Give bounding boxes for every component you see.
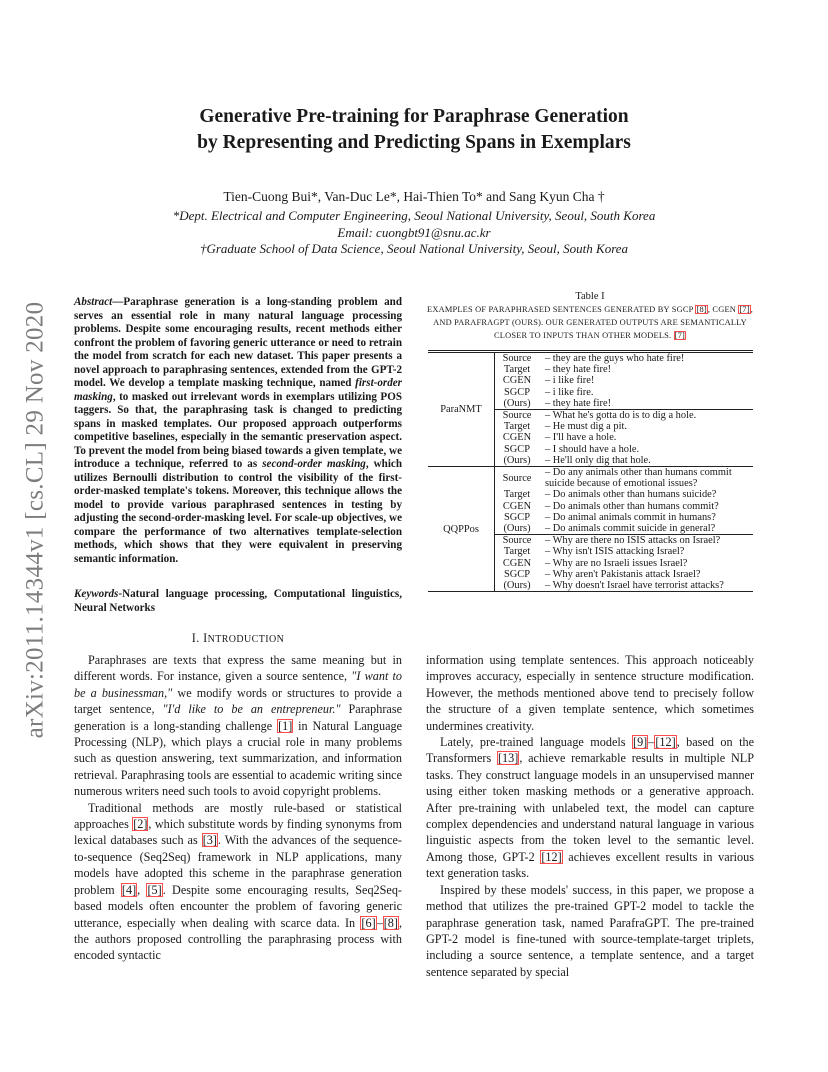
quote-source: "I want to be a businessman," [74, 669, 402, 700]
text-span: – [376, 915, 383, 930]
row-tag: SGCP [504, 568, 530, 580]
abstract-term-2: second-order masking [262, 458, 366, 470]
text-span: EXAMPLES OF PARAPHRASED SENTENCES GENERATED BY SGCP [427, 305, 696, 314]
row-tag: SGCP [504, 443, 530, 455]
paragraph-inspired: Inspired by these models' success, in this paper, we propose a method that utilizes the pre-trained GPT-2 model to tackle the paraphrase generation task, named ParafraGPT. The pre-trained GPT-2 model is fine-tuned with source-template-target triplets, including a source sentence, a template sentence, and a target sentence separated by special [426, 882, 754, 979]
table-caption-text [426, 303, 754, 342]
section-rest: NTRODUCTION [207, 634, 285, 645]
row-sentence: – i like fire! [545, 375, 595, 387]
text-span: – [648, 735, 655, 750]
row-tag: (Ours) [495, 580, 540, 592]
row-tag: Source [495, 535, 540, 547]
citation-link[interactable]: [12] [655, 735, 676, 750]
row-sentence: – I'll have a hole. [545, 432, 617, 444]
text-span: Traditional methods are mostly rule-based or statistical approaches [74, 800, 402, 832]
row-sentence: – Do animals commit suicide in general? [545, 523, 716, 535]
abstract-text-3: , which utilizes Bernoulli distribution to control the visibility of the first-order-masked template's tokens. Moreover, this technique allows the model to provide various paraphrased sentences in testing by adjusting the second-order-masking level. For scale-up objectives, we compare the performance of two alternatives template-selection methods, which shows that they were equivalent in preserving semantic information. [74, 458, 402, 565]
text-span: , [137, 882, 147, 897]
dataset-label: ParaNMT [428, 352, 495, 467]
paragraph-1 [74, 652, 402, 800]
row-tag: Source [502, 472, 532, 484]
row-tag: Source [495, 410, 540, 422]
paragraph-2 [74, 800, 402, 964]
citation-link[interactable]: [5] [147, 882, 162, 897]
dataset-label: QQPPos [428, 467, 495, 592]
abstract-text-1: —Paraphrase generation is a long-standing problem and serves an essential role in many natural language processing problems. Despite some encouraging results, recent methods either confront the problem of favoring generic utterance or need to retrain the model from scratch for each new dataset. This paper presents a novel approach to paraphrasing sentences, extended from the GPT-2 model. We develop a template masking technique, named [74, 296, 402, 389]
citation-link[interactable]: [9] [633, 735, 648, 750]
row-tag: Target [503, 364, 531, 376]
citation-link[interactable]: [12] [541, 849, 562, 864]
text-span: we modify words or structures to provide a target sentence, [74, 685, 403, 717]
citation-link[interactable]: [8] [383, 915, 398, 930]
text-span: , AND PARAFRAGPT (OURS). OUR GENERATED OUTPUTS ARE SEMANTICALLY CLOSER TO INPUTS THAN OTHER MODELS. [433, 305, 753, 340]
row-tag: (Ours) [503, 397, 531, 409]
citation-link[interactable]: [13] [498, 751, 519, 766]
citation-link[interactable]: [4] [121, 882, 137, 897]
row-sentence: – they are the guys who hate fire! [545, 353, 685, 364]
row-sentence: – I should have a hole. [545, 443, 640, 455]
row-sentence: – they hate fire! [545, 397, 612, 409]
row-sentence: – He'll only dig that hole. [545, 454, 651, 466]
author-list: Tien-Cuong Bui*, Van-Duc Le*, Hai-Thien To* and Sang Kyun Cha † [223, 189, 605, 204]
row-sentence: – Do animals other than humans suicide? [545, 489, 717, 501]
author-email: Email: cuongbt91@snu.ac.kr [337, 225, 491, 240]
row-sentence: – Why isn't ISIS attacking Israel? [545, 546, 685, 558]
row-tag: (Ours) [503, 523, 531, 535]
row-tag: Target [503, 546, 531, 558]
row-sentence: – He must dig a pit. [545, 421, 627, 433]
affiliation-2: †Graduate School of Data Science, Seoul National University, Seoul, South Korea [199, 241, 629, 256]
affiliation-1: *Dept. Electrical and Computer Engineering, Seoul National University, Seoul, South Korea [172, 208, 656, 223]
citation-link[interactable]: [3] [202, 833, 217, 848]
text-span: Paraphrase generation is a long-standing challenge [74, 702, 402, 733]
row-sentence: – Do animals other than humans commit? [545, 500, 719, 512]
arxiv-identifier: arXiv:2011.14344v1 [cs.CL] 29 Nov 2020 [21, 301, 49, 739]
row-tag: (Ours) [503, 454, 531, 466]
text-span: in Natural Language Processing (NLP), which plays a crucial role in many problems such as question answering, text summarization, and information retrieval. Paraphrasing tools are essential to academic writing since numerous writers need such tools to avoid copyright problems. [74, 718, 402, 799]
table-label: Table I [575, 291, 605, 302]
row-tag: Target [503, 489, 531, 501]
paper-title [100, 104, 728, 156]
text-span: , achieve remarkable results in multiple NLP tasks. They construct language models in an unsupervised manner using either token masking methods or a generative approach. After pre-training with unlabeled text, the model can capture complex dependencies and understand natural language in various linguistic aspects from the token level to the semantic level. Among those, GPT-2 [426, 751, 754, 864]
row-sentence: – they hate fire! [545, 364, 612, 376]
quote-target: "I'd like to be an entrepreneur." [162, 702, 341, 717]
row-sentence: – Why are no Israeli issues Israel? [545, 557, 688, 569]
abstract-text-2: , to masked out irrelevant words in exemplars utilizing POS taggers. So that, the paraphrasing task is changed to predicting spans in masked templates. Our proposed approach outperforms competitive baselines, especially in the semantic preservation aspect. To prevent the model from being biased towards a given template, we introduce a technique, referred to as [74, 390, 402, 470]
abstract [74, 296, 402, 566]
row-sentence: – Why aren't Pakistanis attack Israel? [545, 568, 701, 580]
abstract-term-1: first-order masking [74, 377, 402, 403]
row-tag: CGEN [502, 375, 532, 387]
text-span: , CGEN [707, 305, 739, 314]
keywords-text: -Natural language processing, Computational linguistics, Neural Networks [74, 588, 402, 614]
citation-link[interactable]: [8] [696, 305, 707, 314]
citation-link[interactable]: [6] [361, 915, 376, 930]
row-sentence: – Why are there no ISIS attacks on Israel? [539, 535, 753, 547]
citation-link[interactable]: [1] [278, 718, 293, 733]
keywords [74, 588, 402, 615]
table-caption [426, 290, 754, 342]
citation-link[interactable]: [7] [674, 331, 685, 340]
row-tag: SGCP [504, 511, 530, 523]
title-line-2: by Representing and Predicting Spans in Exemplars [197, 132, 631, 153]
citation-link[interactable]: [2] [133, 817, 148, 832]
row-tag: CGEN [502, 432, 532, 444]
section-initial: I [203, 631, 208, 645]
table-row [428, 352, 753, 365]
row-sentence: – i like fire. [545, 386, 594, 398]
paragraph-pretrained [426, 734, 754, 882]
paragraph-continued: information using template sentences. This approach noticeably improves accuracy, especially in sentence structure modification. However, the methods mentioned above tend to precisely follow the structure of a given template sentence, which sometimes undermines creativity. [426, 653, 754, 733]
row-sentence: – Do any animals other than humans commit suicide because of emotional issues? [545, 467, 732, 490]
text-span: achieves excellent results in various text generation tasks. [426, 849, 754, 881]
examples-table [428, 350, 753, 592]
text-span: , based on the Transformers [426, 735, 754, 766]
left-column-body [74, 652, 402, 964]
section-heading [74, 631, 402, 646]
row-sentence: – What he's gotta do is to dig a hole. [539, 410, 753, 422]
row-tag: Source [502, 353, 532, 364]
text-span: . With the advances of the sequence-to-sequence (Seq2Seq) framework in NLP applications, many models have adopted this scheme in the paraphrase generation problem [74, 833, 402, 897]
text-span: Lately, pre-trained language models [440, 735, 633, 750]
row-tag: SGCP [504, 386, 530, 398]
row-tag: Target [503, 421, 531, 433]
row-tag: CGEN [502, 500, 532, 512]
keywords-lead: Keywords [74, 588, 119, 600]
text-span: , the authors proposed controlling the paraphrasing process with encoded syntactic [74, 915, 402, 963]
text-span: Paraphrases are texts that express the same meaning but in different words. For instance, given a source sentence, [74, 653, 402, 684]
table-row [428, 467, 753, 490]
right-column-body [426, 652, 754, 980]
text-span: , which substitute words by finding synonyms from lexical databases such as [74, 817, 402, 848]
abstract-lead: Abstract [74, 296, 113, 308]
citation-link[interactable]: [7] [739, 305, 750, 314]
text-span: . Despite some encouraging results, Seq2Seq-based models often encounter the problem of favoring generic utterance, especially when dealing with scarce data. In [74, 882, 402, 930]
row-sentence: – Why doesn't Israel have terrorist attacks? [539, 580, 753, 592]
section-number: I. [191, 631, 204, 645]
title-line-1: Generative Pre-training for Paraphrase Generation [199, 106, 629, 127]
row-sentence: – Do animal animals commit in humans? [545, 511, 716, 523]
row-tag: CGEN [502, 557, 532, 569]
